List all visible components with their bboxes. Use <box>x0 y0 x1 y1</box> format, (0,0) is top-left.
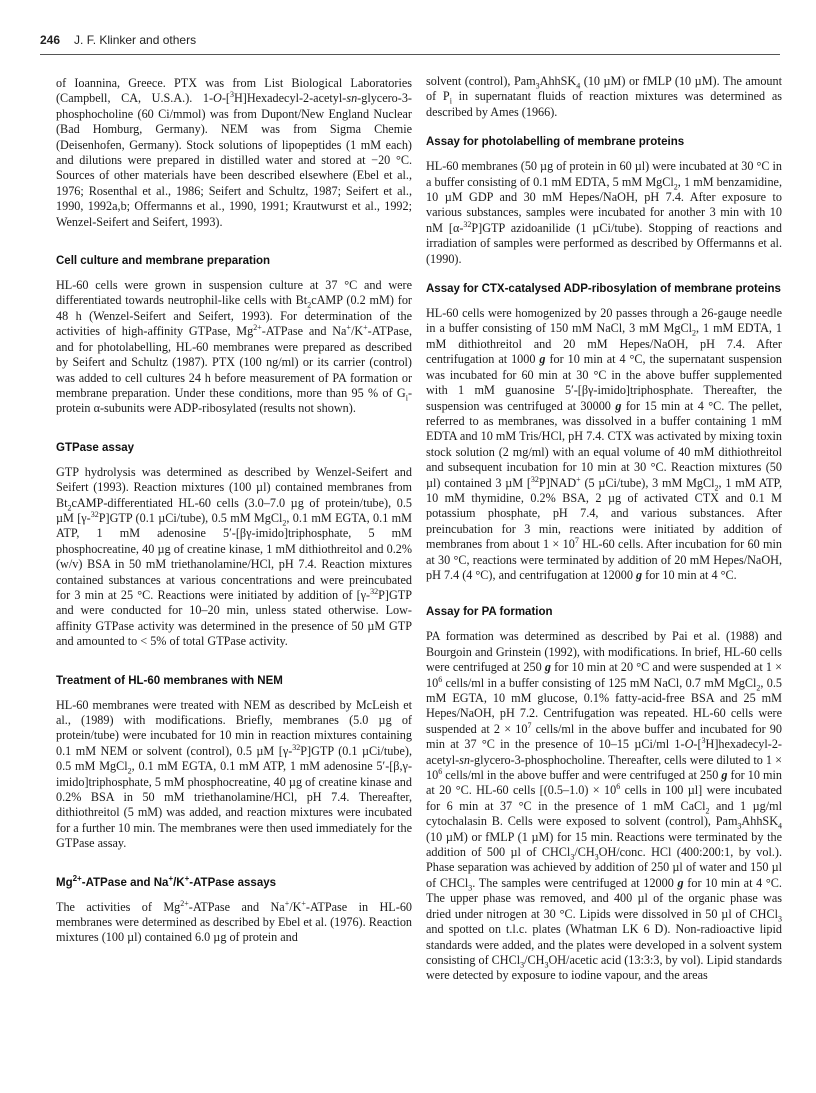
body-paragraph: HL-60 cells were grown in suspension culture at 37 °C and were differentiated towards neutrophil-like cells with $Bt_2cAMP$ (0.2 mM) for 48 h (Wenzel-Seifert and Seifert, 1993). For determination of the activities of high-affinity GTPase, $Mg^{2+}$-ATPase and Na+/K+-ATPase, and for photolabelling, HL-60 membranes were prepared as described by Seifert and Schultz (1987). PTX (100 ng/ml) or its carrier (control) was added to cell cultures 24 h before measurement of PA formation or membrane preparation. Under these conditions, more than 95 % of $G_i$-protein α-subunits were ADP-ribosylated (results not shown). <box>56 278 412 416</box>
page-number: 246 <box>40 33 61 47</box>
section-heading: Treatment of HL-60 membranes with NEM <box>56 674 283 687</box>
body-paragraph: PA formation was determined as described by Pai et al. (1988) and Bourgoin and Grinstein (1992), with modifications. In brief, HL-60 cells were centrifuged at 250 g for 10 min at 20 °C and were suspended at $1 \times 10^6$ cells/ml in a buffer consisting of 125 mM NaCl, 0.7 mM MgCl$_2$, 0.5 mM EGTA, 10 mM glucose, 0.1% fatty-acid-free BSA and 25 mM Hepes/NaOH, pH 7.2. Centrifugation was repeated. HL-60 cells were suspended at $2 \times 10^7$ cells/ml in the above buffer and incubated for 90 min at 37 °C in the presence of 10–15 µCi/ml 1-O-[$^3$H]hexadecyl-2-acetyl-sn-glycero-3-phosphocholine. Thereafter, cells were diluted to $1 \times 10^6$ cells/ml in the above buffer and were centrifuged at 250 g for 10 min at 20 °C. HL-60 cells [$(0.5-1.0) \times 10^6$ cells in 100 µl] were incubated for 6 min at 37 °C in the presence of 1 mM CaCl$_2$ and 1 µg/ml cytochalasin B. Cells were exposed to solvent (control), Pam$_3$AhhSK$_4$ (10 µM) or fMLP (1 µM) for 15 min. Reactions were terminated by the addition of 500 µl of $CHCl_3/CH_3OH$/conc. HCl (400:200:1, by vol.). Phase separation was achieved by addition of 250 µl of water and 150 µl of CHCl$_3$. The samples were centrifuged at 12000 g for 10 min at 4 °C. The upper phase was removed, and 400 µl of the organic phase was dried under nitrogen at 30 °C. Lipids were dissolved in 50 µl of CHCl$_3$ and spotted on t.l.c. plates (Whatman LK 6 D). Non-radioactive lipid standards were added, and the plates were developed in a solvent system consisting of $CHCl_3/CH_3OH$/acetic acid (13:3:3, by vol). Lipid standards were detected by exposure to iodine vapour, and the areas <box>426 629 783 983</box>
section-heading: GTPase assay <box>56 441 135 454</box>
running-header <box>40 33 780 47</box>
section-heading: Assay for PA formation <box>426 606 553 619</box>
right-column <box>426 74 782 984</box>
section-heading: Assay for photolabelling of membrane proteins <box>426 136 685 149</box>
body-paragraph: HL-60 membranes were treated with NEM as described by McLeish et al., (1989) with modifications. Briefly, membranes (5.0 µg of protein/tube) were incubated for 10 min in reaction mixtures containing 0.1 mM NEM or solvent (control), 0.5 µM [γ-$^{32}$P]GTP (0.1 µCi/tube), 0.5 mM MgCl$_2$, 0.1 mM EGTA, 0.1 mM ATP, 1 mM adenosine 5′-[β,γ-imido]triphosphate, 5 mM phosphocreatine, 40 µg of creatine kinase and 0.2% BSA in 50 mM triethanolamine/HCl, pH 7.4. Thereafter, dithiothreitol (5 mM) was added, and reaction mixtures were incubated for a further 10 min. The membranes were then used immediately for the GTPase assay. <box>56 697 413 851</box>
body-paragraph: HL-60 cells were homogenized by 20 passes through a 26-gauge needle in a buffer consisting of 150 mM NaCl, 3 mM MgCl$_2$, 1 mM EDTA, 1 mM dithiothreitol and 20 mM Hepes/NaOH, pH 7.4. After centrifugation at 1000 g for 10 min at 4 °C, the supernatant suspension was incubated for 60 min at 30 °C in the above buffer supplemented with 1 mM guanosine 5′-[βγ-imido]triphosphate. Thereafter, the suspension was centrifuged at 30000 g for 15 min at 4 °C. The pellet, referred to as membranes, was dissolved in a buffer containing 1 mM EDTA and 10 mM Tris/HCl, pH 7.4. CTX was activated by mixing toxin stock solution (2 mg/ml) with an equal volume of 40 mM dithiothreitol and subsequent incubation for 10 min at 30 °C. Reaction mixtures (50 µl) contained 3 µM [$^{32}$P]NAD+ (5 µCi/tube), 3 mM MgCl$_2$, 1 mM ATP, 10 mM thymidine, 0.2% BSA, 2 µg of activated CTX and 0.1 M potassium phosphate, pH 7.4, and various substances. After preincubation for 3 min, reactions were initiated by addition of membranes from about $1 \times 10^7$ HL-60 cells. After incubation for 60 min at 30 °C, reactions were terminated by addition of 20 mM Hepes/NaOH, pH 7.4 (4 °C), and centrifugation at 12000 g for 10 min at 4 °C. <box>426 306 783 582</box>
body-paragraph: HL-60 membranes (50 µg of protein in 60 µl) were incubated at 30 °C in a buffer consisting of 0.1 mM EDTA, 5 mM MgCl$_2$, 1 mM benzamidine, 10 µM GDP and 30 mM Hepes/NaOH, pH 7.4. After exposure to various substances, samples were incubated for another 3 min with 10 nM [α-$^{32}$P]GTP azidoanilide (1 µCi/tube). Stopping of reactions and irradiation of samples were performed as described by Offermanns et al. (1990). <box>426 159 783 266</box>
body-paragraph: GTP hydrolysis was determined as described by Wenzel-Seifert and Seifert (1993). Reaction mixtures (100 µl) contained membranes from $Bt_2cAMP$-differentiated HL-60 cells (3.0–7.0 µg of protein/tube), 0.5 µM [γ-$^{32}$P]GTP (0.1 µCi/tube), 0.5 mM MgCl$_2$, 0.1 mM EGTA, 0.1 mM ATP, 1 mM adenosine 5′-[βγ-imido]triphosphate, 5 mM phosphocreatine, 40 µg of creatine kinase, 1 mM dithiothreitol and 0.2% (w/v) BSA in 50 mM triethanolamine/HCl, pH 7.4. Reaction mixtures contained substances at various concentrations and were preincubated for 3 min at 25 °C. Reactions were initiated by addition of [γ-$^{32}$P]GTP and were conducted for 10–20 min, unless stated otherwise. Low-affinity GTPase activity was determined in the presence of 50 µM GTP and amounted to < 5% of total GTPase activity. <box>56 464 412 649</box>
body-paragraph: solvent (control), Pam$_3$AhhSK$_4$ (10 µM) or fMLP (10 µM). The amount of $P_i$ in supernatant fluids of reaction mixtures was determined as described by Ames (1966). <box>426 74 782 119</box>
running-title: J. F. Klinker and others <box>74 33 197 47</box>
body-paragraph: The activities of $Mg^{2+}$-ATPase and Na+/K+-ATPase in HL-60 membranes were determined as described by Ebel et al. (1976). Reaction mixtures (100 µl) contained 6.0 µg of protein and <box>56 898 413 945</box>
section-heading: Cell culture and membrane preparation <box>56 255 271 268</box>
body-paragraph: of Ioannina, Greece. PTX was from List Biological Laboratories (Campbell, CA, U.S.A.). 1-O-[$^3$H]Hexadecyl-2-acetyl-sn-glycero-3-phosphocholine (60 Ci/mmol) was from Dupont/New England Nuclear (Bad Homburg, Germany). NEM was from Sigma Chemie (Deisenhofen, Germany). Stock solutions of lipopeptides (1 mM each) and dilutions were prepared in distilled water and stored at −20 °C. Sources of other materials have been described elsewhere (Ebel et al., 1976; Rosenthal et al., 1986; Seifert and Schultz, 1987; Seifert et al., 1990, 1992a,b; Offermanns et al., 1990, 1991; Krautwurst et al., 1992; Wenzel-Seifert and Seifert, 1993). <box>56 76 412 229</box>
section-heading: Assay for CTX-catalysed ADP-ribosylation of membrane proteins <box>426 283 781 296</box>
section-heading: $Mg^{2+}$-ATPase and Na+/K+-ATPase assays <box>56 873 277 889</box>
header-rule <box>40 54 780 55</box>
left-column <box>56 76 412 946</box>
